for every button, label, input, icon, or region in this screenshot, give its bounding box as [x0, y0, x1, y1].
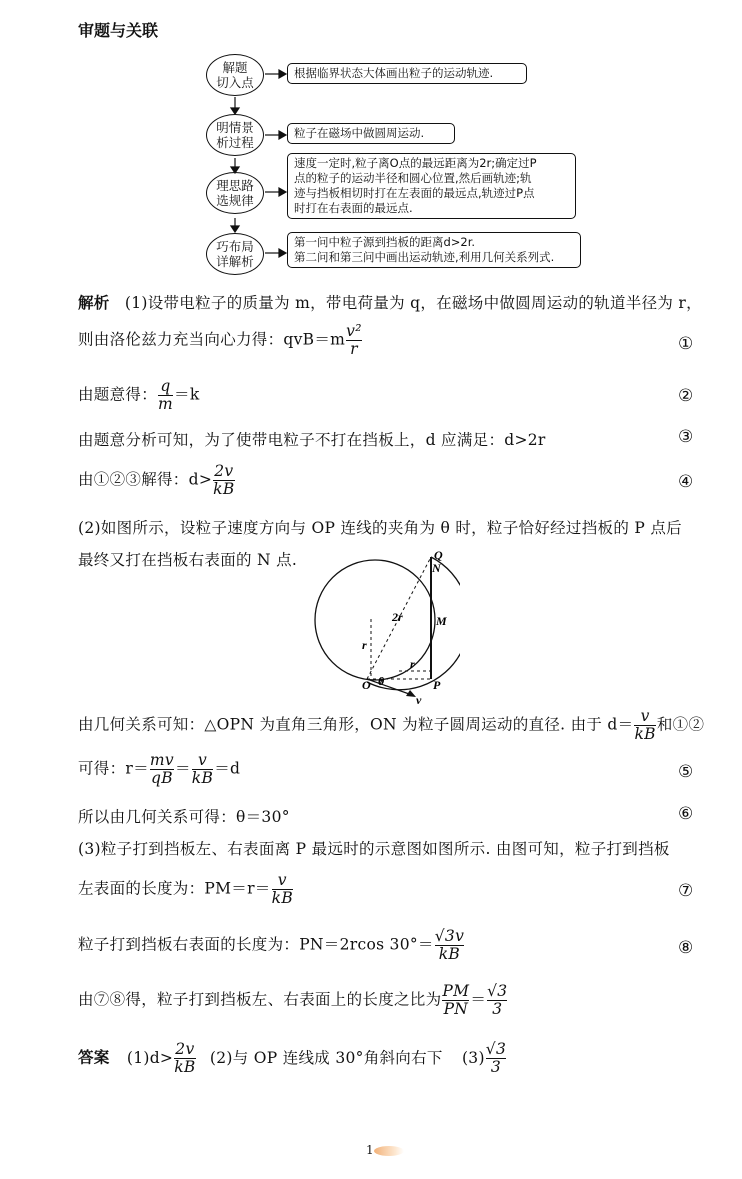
frac-num: v² — [346, 322, 362, 340]
solution-line-8 — [78, 708, 704, 743]
label-r-horizontal: r — [410, 657, 415, 671]
geometry-tail: 和①② — [656, 715, 705, 734]
trajectory-figure — [300, 545, 460, 705]
label-q: Q — [434, 548, 443, 562]
section-title: 审题与关联 — [78, 21, 159, 40]
solution-line-12 — [78, 872, 294, 907]
label-o: O — [362, 678, 371, 692]
label-theta: θ — [378, 674, 385, 688]
solution-line-1 — [78, 291, 702, 313]
solution-line-13 — [78, 928, 465, 963]
frac-den: qB — [150, 769, 173, 787]
solve-text: 由①②③解得：d> — [78, 470, 213, 489]
solution-text-1: (1)设带电粒子的质量为 m，带电荷量为 q，在磁场中做圆周运动的轨道半径为 r， — [124, 294, 702, 312]
solution-line-7: 最终又打在挡板右表面的 N 点. — [78, 551, 298, 569]
label-p: P — [433, 678, 441, 692]
eq-number-6: ⑥ — [678, 804, 694, 824]
eq-number-2: ② — [678, 386, 694, 406]
lorentz-eq: 则由洛伦兹力充当向心力得：qvB＝m — [78, 330, 346, 349]
solution-line-5 — [78, 463, 236, 498]
solution-line-2 — [78, 323, 363, 358]
circle-left — [315, 560, 435, 680]
frac-den: m — [158, 395, 174, 413]
flow-tag-1: 解题 切入点 — [206, 54, 264, 96]
flow-content-3: 速度一定时,粒子离O点的最远距离为2r;确定过P 点的粒子的运动半径和圆心位置,然后画轨迹;轨 迹与挡板相切时打在左表面的最远点,轨迹过P点 时打在右表面的最远点. — [287, 153, 576, 219]
velocity-arrow — [367, 679, 412, 695]
answer-part-2: (2)与 OP 连线成 30°角斜向右下 — [209, 1048, 443, 1067]
frac-den: kB — [435, 945, 464, 963]
pn-eq: 粒子打到挡板右表面的长度为：PN＝2rcos 30°＝ — [78, 935, 434, 954]
solution-line-9 — [78, 752, 240, 787]
label-v: v — [416, 693, 422, 705]
frac-num: PM — [442, 982, 470, 1000]
solution-line-11: (3)粒子打到挡板左、右表面离 P 最远时的示意图如图所示. 由图可知，粒子打到挡板 — [78, 840, 670, 858]
radius-tail: ＝d — [214, 759, 241, 778]
frac-num: 2v — [214, 462, 234, 480]
frac-num: 2v — [175, 1040, 195, 1058]
frac-num: q — [160, 377, 171, 395]
answer-part-1: (1)d> — [126, 1048, 174, 1067]
flow-tag-2: 明情景 析过程 — [206, 114, 264, 156]
solution-line-4: 由题意分析可知，为了使带电粒子不打在挡板上，d 应满足：d>2r — [78, 431, 546, 449]
frac-den: 3 — [486, 1058, 506, 1076]
geometry-text: 由几何关系可知：△OPN 为直角三角形，ON 为粒子圆周运动的直径. 由于 d＝ — [78, 715, 634, 734]
frac-den: kB — [174, 1058, 196, 1076]
frac-num: v — [277, 871, 287, 889]
eq-number-3: ③ — [678, 427, 694, 447]
frac-den: kB — [271, 889, 294, 907]
flow-content-4: 第一问中粒子源到挡板的距离d>2r. 第二问和第三问中画出运动轨迹,利用几何关系列式. — [287, 232, 581, 268]
page-number-decoration — [374, 1146, 404, 1156]
flow-tag-3: 理思路 选规律 — [206, 172, 264, 214]
flow-content-1: 根据临界状态大体画出粒子的运动轨迹. — [287, 63, 527, 84]
frac-num: mv — [149, 751, 174, 769]
frac-num: √3 — [485, 1040, 507, 1058]
frac-den: r — [346, 340, 362, 358]
solution-line-10: 所以由几何关系可得：θ＝30° — [78, 808, 290, 826]
flow-tag-4: 巧布局 详解析 — [206, 233, 264, 275]
solution-line-14 — [78, 983, 508, 1018]
solution-label: 解析 — [78, 294, 110, 312]
solution-line-3 — [78, 378, 200, 413]
answer-line — [78, 1041, 507, 1076]
equals: ＝ — [174, 759, 191, 778]
frac-den: kB — [634, 725, 656, 743]
label-r-vertical: r — [362, 638, 367, 652]
eq-number-4: ④ — [678, 472, 694, 492]
frac-den: 3 — [487, 1000, 507, 1018]
given-tail: ＝k — [174, 385, 200, 404]
flow-content-2: 粒子在磁场中做圆周运动. — [287, 123, 455, 144]
frac-num: v — [640, 707, 650, 725]
frac-num: √3v — [434, 927, 465, 945]
label-m: M — [436, 614, 447, 628]
frac-den: PN — [443, 1000, 469, 1018]
frac-den: kB — [191, 769, 214, 787]
equals: ＝ — [470, 990, 487, 1009]
frac-num: √3 — [487, 982, 508, 1000]
eq-number-7: ⑦ — [678, 881, 694, 901]
frac-den: kB — [213, 480, 235, 498]
ratio-text: 由⑦⑧得，粒子打到挡板左、右表面上的长度之比为 — [78, 990, 442, 1009]
page-number: 1 — [366, 1143, 374, 1157]
solution-line-6: (2)如图所示，设粒子速度方向与 OP 连线的夹角为 θ 时，粒子恰好经过挡板的 P 点后 — [78, 519, 682, 537]
pm-eq: 左表面的长度为：PM＝r＝ — [78, 879, 271, 898]
label-2r: 2r — [392, 610, 403, 624]
radius-eq: 可得：r＝ — [78, 759, 149, 778]
eq-number-8: ⑧ — [678, 938, 694, 958]
answer-label: 答案 — [78, 1048, 110, 1067]
frac-num: v — [197, 751, 208, 769]
answer-part-3: (3) — [461, 1048, 485, 1067]
given-text: 由题意得： — [78, 385, 158, 404]
eq-number-5: ⑤ — [678, 762, 694, 782]
eq-number-1: ① — [678, 334, 694, 354]
label-n: N — [432, 561, 441, 575]
